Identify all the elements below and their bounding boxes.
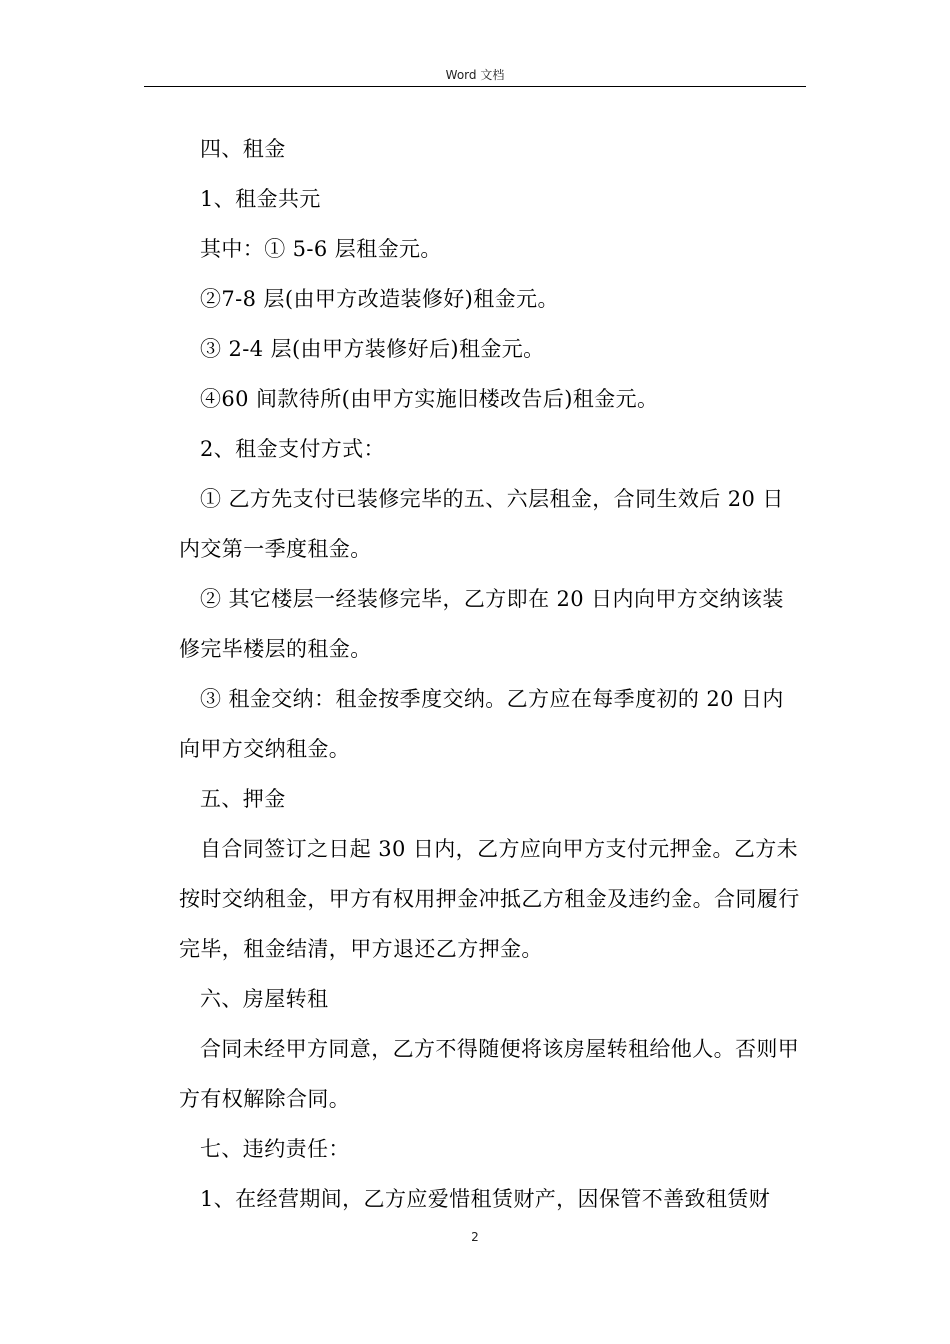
- section-heading-rent: 四、租金: [200, 137, 286, 161]
- paragraph: 其中：① 5-6 层租金元。: [200, 237, 442, 261]
- document-body: [179, 124, 804, 1224]
- section-heading-sublease: 六、房屋转租: [200, 987, 329, 1011]
- paragraph: 1、租金共元: [200, 187, 321, 211]
- paragraph: ③ 租金交纳：租金按季度交纳。乙方应在每季度初的 20 日内向甲方交纳租金。: [179, 687, 784, 761]
- paragraph: 1、在经营期间，乙方应爱惜租赁财产，因保管不善致租赁财: [200, 1187, 771, 1211]
- paragraph: 2、租金支付方式：: [200, 437, 385, 461]
- paragraph: ④60 间款待所(由甲方实施旧楼改告后)租金元。: [200, 387, 659, 411]
- paragraph: ② 其它楼层一经装修完毕，乙方即在 20 日内向甲方交纳该装修完毕楼层的租金。: [179, 587, 784, 661]
- page-header: Word 文档: [445, 68, 505, 82]
- paragraph: ① 乙方先支付已装修完毕的五、六层租金，合同生效后 20 日内交第一季度租金。: [179, 487, 784, 561]
- paragraph: ③ 2-4 层(由甲方装修好后)租金元。: [200, 337, 545, 361]
- paragraph: ②7-8 层(由甲方改造装修好)租金元。: [200, 287, 559, 311]
- paragraph: 自合同签订之日起 30 日内，乙方应向甲方支付元押金。乙方未按时交纳租金，甲方有权用押金冲抵乙方租金及违约金。合同履行完毕，租金结清，甲方退还乙方押金。: [179, 837, 800, 961]
- page-number: 2: [471, 1230, 479, 1244]
- section-heading-deposit: 五、押金: [200, 787, 286, 811]
- section-heading-liability: 七、违约责任：: [200, 1137, 350, 1161]
- paragraph: 合同未经甲方同意，乙方不得随便将该房屋转租给他人。否则甲方有权解除合同。: [179, 1037, 800, 1111]
- header-divider: [144, 86, 806, 87]
